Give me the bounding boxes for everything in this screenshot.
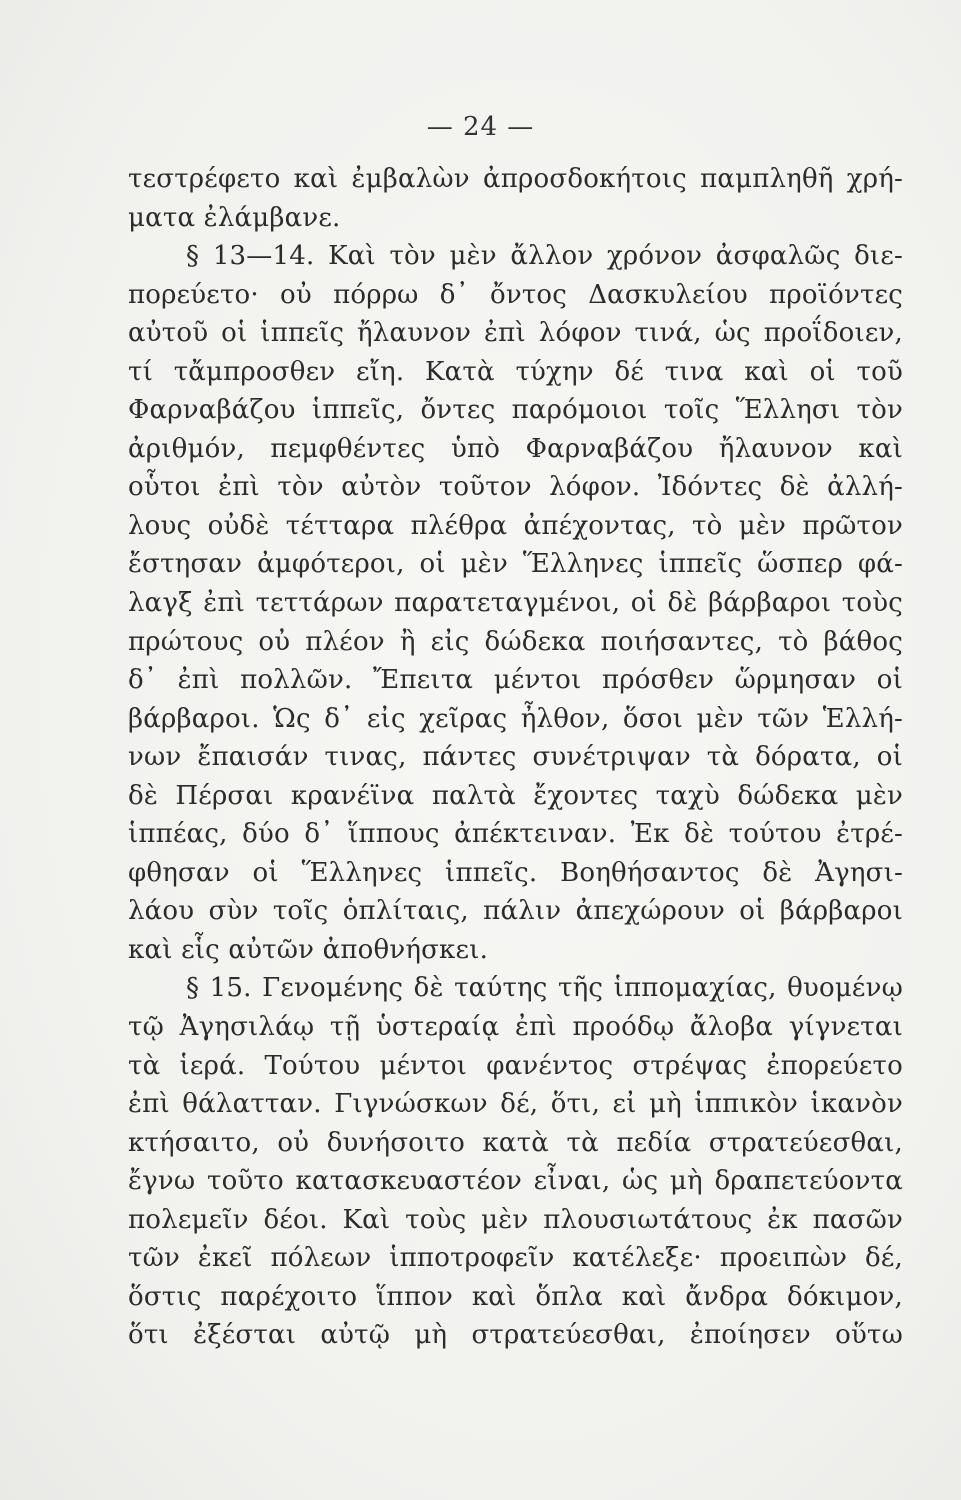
text-line: τὰ ἱερά. Τούτου μέντοι φανέντος στρέψας ἐπορεύετο bbox=[128, 1050, 903, 1081]
text-line: φθησαν οἱ Ἕλληνες ἱππεῖς. Βοηθήσαντος δὲ Ἀγησι- bbox=[128, 857, 903, 888]
text-line: τῶν ἐκεῖ πόλεων ἱπποτροφεῖν κατέλεξε· προειπὼν δέ, bbox=[128, 1243, 903, 1274]
text-line: ἔγνω τοῦτο κατασκευαστέον εἶναι, ὡς μὴ δραπετεύοντα bbox=[128, 1166, 903, 1197]
text-line: ματα ἐλάμβανε. bbox=[128, 202, 341, 233]
text-line: ἔστησαν ἀμφότεροι, οἱ μὲν Ἕλληνες ἱππεῖς ὥσπερ φά- bbox=[128, 549, 903, 580]
text-line: νων ἔπαισάν τινας, πάντες συνέτριψαν τὰ δόρατα, οἱ bbox=[128, 742, 903, 773]
text-line: καὶ εἷς αὐτῶν ἀποθνήσκει. bbox=[128, 934, 489, 965]
text-line: ἱππέας, δύο δ᾽ ἵππους ἀπέκτειναν. Ἐκ δὲ τούτου ἐτρέ- bbox=[128, 819, 903, 850]
text-line: τεστρέφετο καὶ ἐμβαλὼν ἀπροσδοκήτοις παμπληθῆ χρή- bbox=[128, 164, 903, 194]
text-line: § 15. Γενομένης δὲ ταύτης τῆς ἱππομαχίας, θυομένῳ bbox=[186, 973, 903, 1004]
text-line: τί τἄμπροσθεν εἴη. Κατὰ τύχην δέ τινα καὶ οἱ τοῦ bbox=[128, 356, 903, 387]
text-line: ἀριθμόν, πεμφθέντες ὑπὸ Φαρναβάζου ἤλαυνον καὶ bbox=[128, 433, 903, 464]
text-line: ὅτι ἐξέσται αὐτῷ μὴ στρατεύεσθαι, ἐποίησεν οὕτω bbox=[128, 1320, 903, 1351]
text-line: δὲ Πέρσαι κρανέϊνα παλτὰ ἔχοντες ταχὺ δώδεκα μὲν bbox=[128, 780, 903, 811]
text-line: πολεμεῖν δέοι. Καὶ τοὺς μὲν πλουσιωτάτους ἐκ πασῶν bbox=[128, 1204, 903, 1235]
body-text bbox=[128, 160, 903, 1355]
text-line: αὐτοῦ οἱ ἱππεῖς ἤλαυνον ἐπὶ λόφον τινά, ὡς προΐδοιεν, bbox=[128, 318, 903, 349]
text-line: τῷ Ἀγησιλάῳ τῇ ὑστεραίᾳ ἐπὶ προόδῳ ἄλοβα γίγνεται bbox=[128, 1012, 903, 1043]
text-line: πρώτους οὐ πλέον ἢ εἰς δώδεκα ποιήσαντες, τὸ βάθος bbox=[128, 626, 903, 657]
text-line: § 13—14. Καὶ τὸν μὲν ἄλλον χρόνον ἀσφαλῶς διε- bbox=[186, 241, 903, 272]
text-line: οὗτοι ἐπὶ τὸν αὐτὸν τοῦτον λόφον. Ἰδόντες δὲ ἀλλή- bbox=[128, 472, 903, 503]
text-line: πορεύετο· οὐ πόρρω δ᾽ ὄντος Δασκυλείου προϊόντες bbox=[128, 279, 903, 310]
text-line: κτήσαιτο, οὐ δυνήσοιτο κατὰ τὰ πεδία στρατεύεσθαι, bbox=[128, 1127, 903, 1158]
text-line: ἐπὶ θάλατταν. Γιγνώσκων δέ, ὅτι, εἰ μὴ ἱππικὸν ἱκανὸν bbox=[128, 1089, 903, 1120]
text-line: λαγξ ἐπὶ τεττάρων παρατεταγμένοι, οἱ δὲ βάρβαροι τοὺς bbox=[128, 588, 903, 619]
text-line: ὅστις παρέχοιτο ἵππον καὶ ὅπλα καὶ ἄνδρα δόκιμον, bbox=[128, 1281, 903, 1312]
text-line: λους οὐδὲ τέτταρα πλέθρα ἀπέχοντας, τὸ μὲν πρῶτον bbox=[128, 510, 903, 541]
text-line: δ᾽ ἐπὶ πολλῶν. Ἔπειτα μέντοι πρόσθεν ὥρμησαν οἱ bbox=[128, 665, 903, 696]
text-line: λάου σὺν τοῖς ὁπλίταις, πάλιν ἀπεχώρουν οἱ βάρβαροι bbox=[128, 896, 903, 927]
page-number: — 24 — bbox=[426, 112, 535, 142]
text-line: βάρβαροι. Ὡς δ᾽ εἰς χεῖρας ἦλθον, ὅσοι μὲν τῶν Ἑλλή- bbox=[128, 703, 903, 734]
text-line: Φαρναβάζου ἱππεῖς, ὄντες παρόμοιοι τοῖς Ἕλλησι τὸν bbox=[128, 395, 903, 426]
